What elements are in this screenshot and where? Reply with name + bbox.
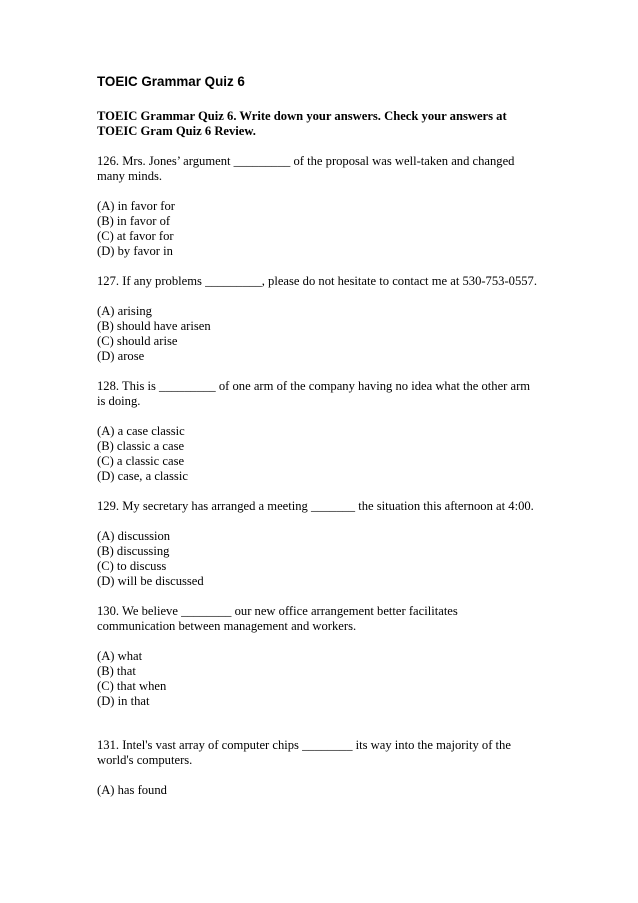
answer-option: (A) has found <box>97 783 167 797</box>
answer-option: (A) arising <box>97 304 152 318</box>
document-intro: TOEIC Grammar Quiz 6. Write down your answers. Check your answers at TOEIC Gram Quiz 6 Review. <box>97 109 507 138</box>
answer-option: (D) arose <box>97 349 145 363</box>
answer-option: (B) classic a case <box>97 439 185 453</box>
answer-option: (B) should have arisen <box>97 319 211 333</box>
answer-option: (D) case, a classic <box>97 469 188 483</box>
question-126 <box>97 154 537 259</box>
answer-option: (D) in that <box>97 694 150 708</box>
answer-option: (C) to discuss <box>97 559 167 573</box>
question-stem: 129. My secretary has arranged a meeting _______ the situation this afternoon at 4:00. <box>97 499 534 513</box>
question-stem: 127. If any problems _________, please do not hesitate to contact me at 530-753-0557. <box>97 274 537 288</box>
question-stem: 130. We believe ________ our new office arrangement better facilitates communication between management and workers. <box>97 604 458 633</box>
answer-option: (D) by favor in <box>97 244 173 258</box>
answer-option: (D) will be discussed <box>97 574 204 588</box>
answer-option: (C) that when <box>97 679 167 693</box>
document-page <box>97 74 537 813</box>
question-stem: 128. This is _________ of one arm of the company having no idea what the other arm is doing. <box>97 379 531 408</box>
answer-option: (C) a classic case <box>97 454 185 468</box>
answer-option: (A) a case classic <box>97 424 185 438</box>
answer-option: (A) what <box>97 649 143 663</box>
answer-option: (B) in favor of <box>97 214 171 228</box>
question-stem: 131. Intel's vast array of computer chips ________ its way into the majority of the world's computers. <box>97 738 511 767</box>
answer-option: (B) that <box>97 664 136 678</box>
question-127 <box>97 274 537 364</box>
answer-option: (A) discussion <box>97 529 171 543</box>
question-stem: 126. Mrs. Jones’ argument _________ of the proposal was well-taken and changed many minds. <box>97 154 515 183</box>
answer-option: (C) should arise <box>97 334 178 348</box>
question-131 <box>97 738 537 798</box>
document-title: TOEIC Grammar Quiz 6 <box>97 74 245 89</box>
question-129 <box>97 499 537 589</box>
question-128 <box>97 379 537 484</box>
answer-option: (B) discussing <box>97 544 170 558</box>
answer-option: (A) in favor for <box>97 199 175 213</box>
answer-option: (C) at favor for <box>97 229 174 243</box>
question-130 <box>97 604 537 709</box>
